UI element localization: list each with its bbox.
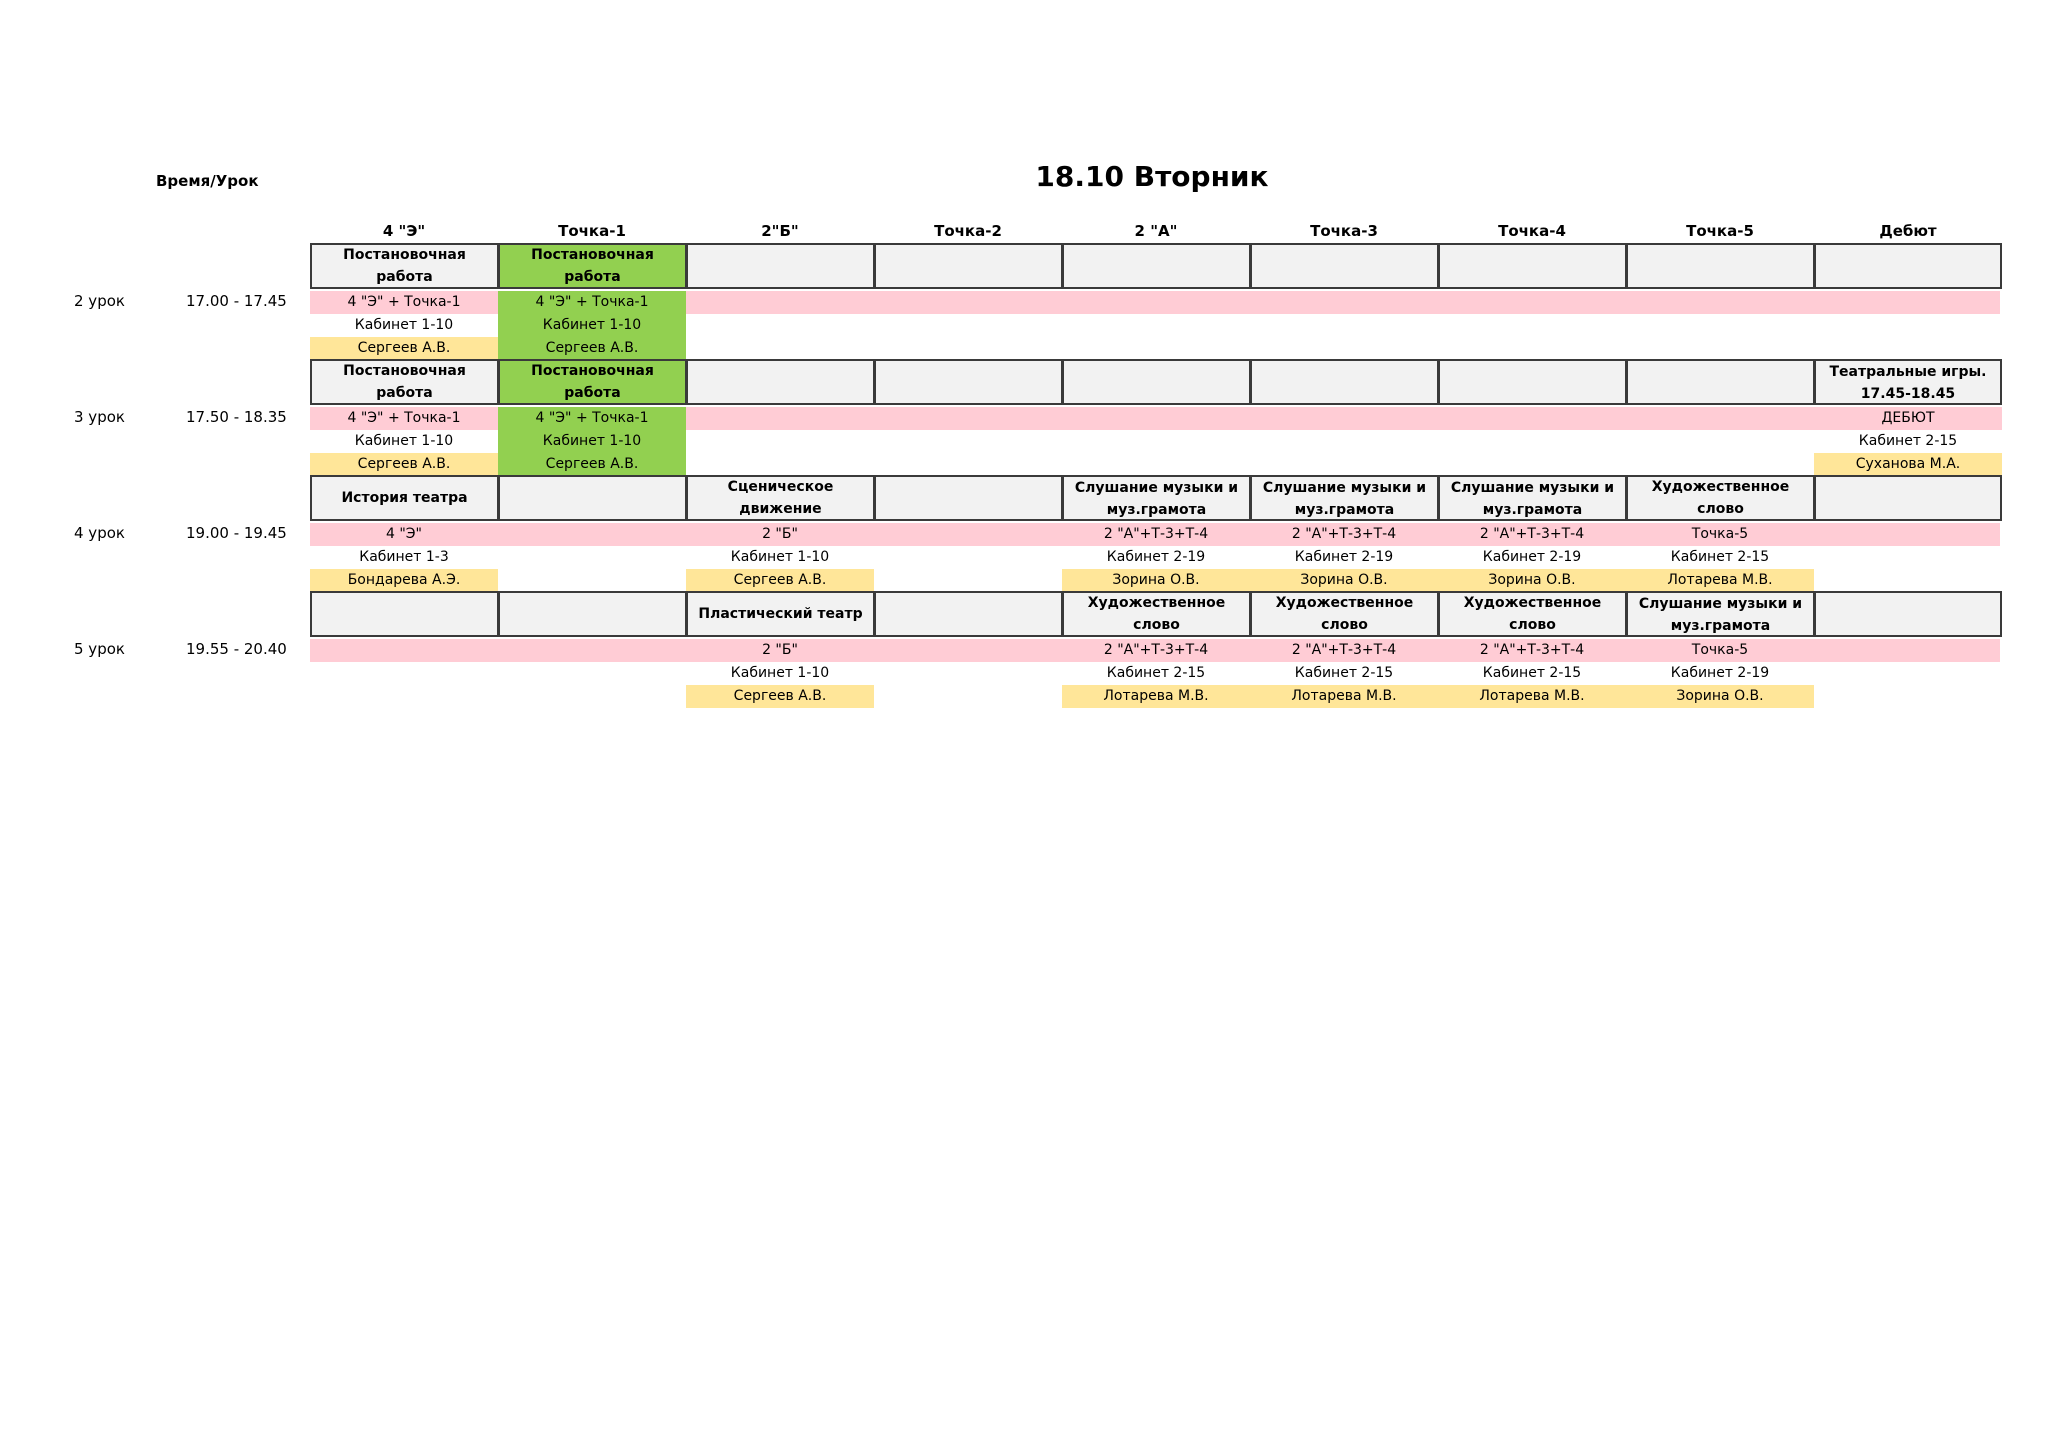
teacher-text: Лотарева М.В. — [1438, 685, 1626, 708]
subject-cell — [1814, 475, 2002, 521]
column-header: Дебют — [1879, 222, 1937, 240]
subject-cell — [686, 359, 874, 405]
subject-cell — [1250, 359, 1438, 405]
subject-cell: Слушание музыки и муз.грамота — [1626, 591, 1814, 637]
room-text: Кабинет 2-15 — [1482, 665, 1582, 681]
subject-cell: Постановочная работа — [498, 359, 686, 405]
teacher-text: Лотарева М.В. — [1062, 685, 1250, 708]
room-text: Кабинет 2-15 — [1294, 665, 1394, 681]
column-header: 4 "Э" — [382, 222, 426, 240]
subject-cell — [874, 475, 1062, 521]
room-text: Кабинет 2-19 — [1670, 665, 1770, 681]
group-text: Точка-5 — [1626, 639, 1814, 662]
lesson-time: 19.55 - 20.40 — [186, 640, 287, 658]
subject-cell — [1062, 243, 1250, 289]
group-text: 2 "А"+Т-3+Т-4 — [1250, 639, 1438, 662]
lesson-time: 17.00 - 17.45 — [186, 292, 287, 310]
lesson-label: 2 урок — [74, 292, 125, 310]
teacher-text: Зорина О.В. — [1062, 569, 1250, 592]
lesson-label: 5 урок — [74, 640, 125, 658]
subject-cell — [498, 475, 686, 521]
teacher-text: Сергеев А.В. — [310, 453, 498, 476]
subject-cell — [686, 243, 874, 289]
subject-cell: Пластический театр — [686, 591, 874, 637]
teacher-text: Зорина О.В. — [1250, 569, 1438, 592]
group-text: 2 "А"+Т-3+Т-4 — [1062, 523, 1250, 546]
subject-cell — [874, 359, 1062, 405]
room-text: Кабинет 1-10 — [730, 549, 830, 565]
teacher-text: Зорина О.В. — [1438, 569, 1626, 592]
subject-cell — [1626, 359, 1814, 405]
column-header: 2 "А" — [1134, 222, 1178, 240]
subject-cell: Постановочная работа — [310, 243, 498, 289]
teacher-text: Сергеев А.В. — [310, 337, 498, 360]
teacher-text: Сергеев А.В. — [686, 569, 874, 592]
room-text: Кабинет 2-19 — [1294, 549, 1394, 565]
subject-cell: История театра — [310, 475, 498, 521]
group-text: 4 "Э" + Точка-1 — [498, 407, 686, 430]
lesson-label: 4 урок — [74, 524, 125, 542]
subject-cell — [310, 591, 498, 637]
group-text: 2 "Б" — [686, 639, 874, 662]
subject-cell — [1062, 359, 1250, 405]
room-text: Кабинет 2-19 — [1106, 549, 1206, 565]
subject-cell: Постановочная работа — [498, 243, 686, 289]
subject-cell — [1814, 243, 2002, 289]
subject-cell: Слушание музыки и муз.грамота — [1438, 475, 1626, 521]
column-header: Точка-4 — [1498, 222, 1566, 240]
teacher-text: Сергеев А.В. — [686, 685, 874, 708]
room-text: Кабинет 1-10 — [730, 665, 830, 681]
column-header: Точка-1 — [558, 222, 626, 240]
teacher-text: Зорина О.В. — [1626, 685, 1814, 708]
subject-cell: Постановочная работа — [310, 359, 498, 405]
subject-cell: Слушание музыки и муз.грамота — [1250, 475, 1438, 521]
subject-cell — [1250, 243, 1438, 289]
group-text: 2 "А"+Т-3+Т-4 — [1438, 639, 1626, 662]
room-text: Кабинет 1-10 — [354, 433, 454, 449]
subject-cell: Художественное слово — [1062, 591, 1250, 637]
column-header: Точка-3 — [1310, 222, 1378, 240]
room-text: Кабинет 1-10 — [498, 314, 686, 337]
group-text: 2 "Б" — [686, 523, 874, 546]
room-text: Кабинет 2-15 — [1858, 433, 1958, 449]
subject-cell: Слушание музыки и муз.грамота — [1062, 475, 1250, 521]
group-text: 4 "Э" + Точка-1 — [310, 291, 498, 314]
subject-cell: Театральные игры. 17.45-18.45 — [1814, 359, 2002, 405]
group-text: 4 "Э" + Точка-1 — [498, 291, 686, 314]
subject-cell — [1438, 359, 1626, 405]
subject-cell — [1438, 243, 1626, 289]
room-text: Кабинет 2-15 — [1670, 549, 1770, 565]
lesson-time: 17.50 - 18.35 — [186, 408, 287, 426]
teacher-text: Лотарева М.В. — [1250, 685, 1438, 708]
subject-cell — [1814, 591, 2002, 637]
teacher-text: Бондарева А.Э. — [310, 569, 498, 592]
subject-cell — [498, 591, 686, 637]
lesson-time: 19.00 - 19.45 — [186, 524, 287, 542]
room-text: Кабинет 2-19 — [1482, 549, 1582, 565]
column-header: 2"Б" — [761, 222, 799, 240]
teacher-text: Суханова М.А. — [1814, 453, 2002, 476]
teacher-text: Сергеев А.В. — [498, 453, 686, 476]
subject-cell: Художественное слово — [1438, 591, 1626, 637]
teacher-text: Лотарева М.В. — [1626, 569, 1814, 592]
subject-cell — [874, 243, 1062, 289]
room-text: Кабинет 1-10 — [498, 430, 686, 453]
group-text: ДЕБЮТ — [1814, 407, 2002, 430]
column-header: Точка-2 — [934, 222, 1002, 240]
room-text: Кабинет 2-15 — [1106, 665, 1206, 681]
subject-cell — [1626, 243, 1814, 289]
group-text: 4 "Э" + Точка-1 — [310, 407, 498, 430]
room-text: Кабинет 1-10 — [354, 317, 454, 333]
subject-cell — [874, 591, 1062, 637]
time-lesson-header: Время/Урок — [156, 172, 259, 190]
group-text: Точка-5 — [1626, 523, 1814, 546]
page-title: 18.10 Вторник — [1035, 160, 1269, 193]
subject-cell: Сценическое движение — [686, 475, 874, 521]
lesson-label: 3 урок — [74, 408, 125, 426]
group-text: 2 "А"+Т-3+Т-4 — [1438, 523, 1626, 546]
room-text: Кабинет 1-3 — [359, 549, 449, 565]
subject-cell: Художественное слово — [1250, 591, 1438, 637]
subject-cell: Художественное слово — [1626, 475, 1814, 521]
group-text: 2 "А"+Т-3+Т-4 — [1062, 639, 1250, 662]
group-text: 2 "А"+Т-3+Т-4 — [1250, 523, 1438, 546]
group-text: 4 "Э" — [310, 523, 498, 546]
column-header: Точка-5 — [1686, 222, 1754, 240]
teacher-text: Сергеев А.В. — [498, 337, 686, 360]
